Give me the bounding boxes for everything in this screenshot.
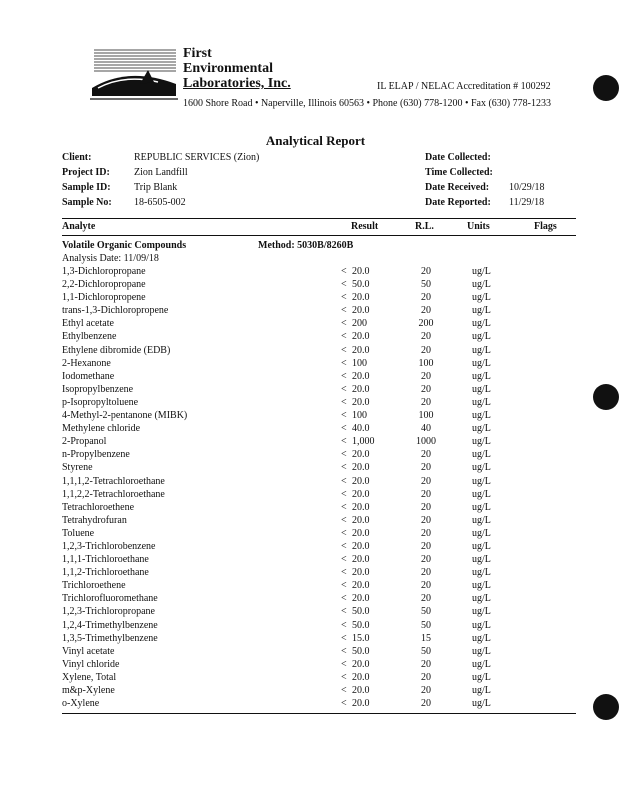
- units-cell: ug/L: [472, 279, 491, 291]
- rl-cell: 20: [421, 658, 431, 670]
- rl-cell: 20: [421, 671, 431, 683]
- result-cell: 50.0: [352, 619, 370, 631]
- less-than-cell: <: [341, 292, 347, 304]
- analyte-cell: Trichlorofluoromethane: [62, 593, 158, 605]
- analyte-cell: Styrene: [62, 462, 93, 474]
- table-row: [62, 449, 576, 462]
- table-row: [62, 410, 576, 423]
- units-cell: ug/L: [472, 488, 491, 500]
- less-than-cell: <: [341, 671, 347, 683]
- analyte-cell: 1,1-Dichloropropene: [62, 292, 146, 304]
- less-than-cell: <: [341, 514, 347, 526]
- rl-cell: 20: [421, 305, 431, 317]
- project-id-value: Zion Landfill: [134, 167, 188, 178]
- analyte-cell: 2-Hexanone: [62, 357, 111, 369]
- less-than-cell: <: [341, 449, 347, 461]
- rl-cell: 20: [421, 292, 431, 304]
- rl-cell: 100: [418, 410, 434, 422]
- result-cell: 20.0: [352, 396, 370, 408]
- date-received-value: 10/29/18: [509, 182, 545, 193]
- table-row: [62, 436, 576, 449]
- binder-hole-icon: [593, 384, 619, 410]
- rl-cell: 20: [421, 698, 431, 710]
- less-than-cell: <: [341, 698, 347, 710]
- table-row: [62, 371, 576, 384]
- rl-cell: 20: [421, 527, 431, 539]
- analyte-cell: n-Propylbenzene: [62, 449, 130, 461]
- units-cell: ug/L: [472, 423, 491, 435]
- rl-cell: 20: [421, 554, 431, 566]
- units-cell: ug/L: [472, 357, 491, 369]
- units-cell: ug/L: [472, 475, 491, 487]
- result-cell: 20.0: [352, 567, 370, 579]
- result-cell: 20.0: [352, 540, 370, 552]
- less-than-cell: <: [341, 318, 347, 330]
- less-than-cell: <: [341, 554, 347, 566]
- less-than-cell: <: [341, 645, 347, 657]
- rl-cell: 20: [421, 540, 431, 552]
- result-cell: 20.0: [352, 698, 370, 710]
- units-cell: ug/L: [472, 344, 491, 356]
- table-row: [62, 345, 576, 358]
- result-cell: 20.0: [352, 501, 370, 513]
- rl-cell: 20: [421, 449, 431, 461]
- rl-cell: 20: [421, 383, 431, 395]
- analyte-cell: p-Isopropyltoluene: [62, 396, 139, 408]
- company-name: [183, 46, 291, 91]
- rl-cell: 50: [421, 619, 431, 631]
- table-row: [62, 567, 576, 580]
- units-cell: ug/L: [472, 567, 491, 579]
- table-row: [62, 606, 576, 619]
- binder-hole-icon: [593, 75, 619, 101]
- less-than-cell: <: [341, 488, 347, 500]
- rl-cell: 1000: [416, 436, 436, 448]
- table-row: [62, 554, 576, 567]
- rl-cell: 200: [418, 318, 434, 330]
- result-cell: 40.0: [352, 423, 370, 435]
- less-than-cell: <: [341, 344, 347, 356]
- sample-info-left: [62, 152, 362, 212]
- result-cell: 50.0: [352, 645, 370, 657]
- units-cell: ug/L: [472, 593, 491, 605]
- analyte-cell: Toluene: [62, 527, 95, 539]
- result-cell: 20.0: [352, 462, 370, 474]
- table-row: [62, 331, 576, 344]
- less-than-cell: <: [341, 606, 347, 618]
- result-cell: 20.0: [352, 658, 370, 670]
- units-cell: ug/L: [472, 436, 491, 448]
- table-row: [62, 423, 576, 436]
- date-received-label: Date Received:: [425, 182, 490, 193]
- date-collected-label: Date Collected:: [425, 152, 491, 163]
- less-than-cell: <: [341, 305, 347, 317]
- result-cell: 1,000: [352, 436, 375, 448]
- less-than-cell: <: [341, 567, 347, 579]
- less-than-cell: <: [341, 632, 347, 644]
- units-cell: ug/L: [472, 606, 491, 618]
- analyte-cell: Tetrahydrofuran: [62, 514, 127, 526]
- units-cell: ug/L: [472, 698, 491, 710]
- company-address: 1600 Shore Road • Naperville, Illinois 60563 • Phone (630) 778-1200 • Fax (630) 778-1233: [183, 98, 551, 109]
- table-row: [62, 305, 576, 318]
- table-row: [62, 318, 576, 331]
- table-row: [62, 292, 576, 305]
- less-than-cell: <: [341, 423, 347, 435]
- rl-cell: 20: [421, 266, 431, 277]
- table-row: [62, 266, 576, 279]
- table-row: [62, 593, 576, 606]
- result-cell: 100: [352, 357, 367, 369]
- less-than-cell: <: [341, 357, 347, 369]
- units-cell: ug/L: [472, 658, 491, 670]
- method-text: Method: 5030B/8260B: [258, 240, 354, 251]
- analyte-cell: Isopropylbenzene: [62, 383, 134, 395]
- result-cell: 20.0: [352, 344, 370, 356]
- less-than-cell: <: [341, 462, 347, 474]
- rl-cell: 20: [421, 580, 431, 592]
- table-row: [62, 476, 576, 489]
- analyte-cell: 1,3-Dichloropropane: [62, 266, 146, 277]
- sample-id-value: Trip Blank: [134, 182, 178, 193]
- result-cell: 20.0: [352, 593, 370, 605]
- company-name-line1: First: [183, 46, 212, 61]
- less-than-cell: <: [341, 619, 347, 631]
- rl-cell: 50: [421, 645, 431, 657]
- result-cell: 20.0: [352, 449, 370, 461]
- rl-cell: 20: [421, 514, 431, 526]
- section-title: Volatile Organic Compounds: [62, 240, 187, 251]
- less-than-cell: <: [341, 540, 347, 552]
- rl-cell: 20: [421, 685, 431, 696]
- table-row: [62, 462, 576, 475]
- units-cell: ug/L: [472, 318, 491, 330]
- table-row: [62, 515, 576, 528]
- result-cell: 20.0: [352, 266, 370, 277]
- table-row: [62, 672, 576, 685]
- table-row: [62, 384, 576, 397]
- result-cell: 20.0: [352, 685, 370, 696]
- result-cell: 20.0: [352, 305, 370, 317]
- rl-cell: 20: [421, 344, 431, 356]
- result-cell: 20.0: [352, 580, 370, 592]
- rl-cell: 20: [421, 567, 431, 579]
- header-units: Units: [467, 221, 490, 232]
- result-cell: 20.0: [352, 671, 370, 683]
- table-row: [62, 541, 576, 554]
- result-cell: 50.0: [352, 606, 370, 618]
- result-cell: 50.0: [352, 279, 370, 291]
- less-than-cell: <: [341, 685, 347, 696]
- sample-info-right: [425, 152, 625, 212]
- units-cell: ug/L: [472, 645, 491, 657]
- table-row: [62, 659, 576, 672]
- result-cell: 20.0: [352, 370, 370, 382]
- table-row: [62, 528, 576, 541]
- table-row: [62, 502, 576, 515]
- less-than-cell: <: [341, 396, 347, 408]
- less-than-cell: <: [341, 658, 347, 670]
- analyte-cell: Trichloroethene: [62, 580, 126, 592]
- sample-no-value: 18-6505-002: [134, 197, 186, 208]
- units-cell: ug/L: [472, 580, 491, 592]
- analyte-cell: Vinyl acetate: [62, 645, 115, 657]
- rl-cell: 40: [421, 423, 431, 435]
- date-reported-value: 11/29/18: [509, 197, 545, 208]
- rl-cell: 50: [421, 606, 431, 618]
- analyte-cell: Iodomethane: [62, 370, 115, 382]
- units-cell: ug/L: [472, 292, 491, 304]
- result-cell: 20.0: [352, 488, 370, 500]
- units-cell: ug/L: [472, 396, 491, 408]
- units-cell: ug/L: [472, 462, 491, 474]
- client-value: REPUBLIC SERVICES (Zion): [134, 152, 260, 163]
- analyte-cell: Ethylene dibromide (EDB): [62, 344, 171, 356]
- result-cell: 20.0: [352, 514, 370, 526]
- units-cell: ug/L: [472, 383, 491, 395]
- date-reported-label: Date Reported:: [425, 197, 491, 208]
- less-than-cell: <: [341, 410, 347, 422]
- rl-cell: 20: [421, 475, 431, 487]
- less-than-cell: <: [341, 383, 347, 395]
- report-title: Analytical Report: [265, 133, 366, 148]
- header-result: Result: [351, 221, 379, 232]
- analyte-cell: Tetrachloroethene: [62, 501, 135, 513]
- less-than-cell: <: [341, 436, 347, 448]
- units-cell: ug/L: [472, 514, 491, 526]
- header-flags: Flags: [534, 221, 557, 232]
- result-cell: 20.0: [352, 475, 370, 487]
- units-cell: ug/L: [472, 540, 491, 552]
- table-row: [62, 580, 576, 593]
- units-cell: ug/L: [472, 632, 491, 644]
- units-cell: ug/L: [472, 370, 491, 382]
- units-cell: ug/L: [472, 685, 491, 696]
- header-analyte: Analyte: [62, 221, 96, 232]
- result-cell: 15.0: [352, 632, 370, 644]
- units-cell: ug/L: [472, 527, 491, 539]
- result-cell: 20.0: [352, 331, 370, 343]
- less-than-cell: <: [341, 580, 347, 592]
- result-cell: 100: [352, 410, 367, 422]
- less-than-cell: <: [341, 279, 347, 291]
- table-row: [62, 397, 576, 410]
- sample-id-label: Sample ID:: [62, 182, 111, 193]
- less-than-cell: <: [341, 266, 347, 277]
- analyte-cell: Methylene chloride: [62, 423, 141, 435]
- rl-cell: 20: [421, 462, 431, 474]
- units-cell: ug/L: [472, 501, 491, 513]
- units-cell: ug/L: [472, 449, 491, 461]
- rl-cell: 20: [421, 331, 431, 343]
- analyte-cell: 1,2,4-Trimethylbenzene: [62, 619, 158, 631]
- analyte-cell: 1,1,1,2-Tetrachloroethane: [62, 475, 165, 487]
- analyte-cell: trans-1,3-Dichloropropene: [62, 305, 169, 317]
- analyte-cell: 1,2,3-Trichlorobenzene: [62, 540, 156, 552]
- table-bottom-rule: [62, 713, 576, 714]
- less-than-cell: <: [341, 501, 347, 513]
- company-name-line2: Environmental: [183, 61, 273, 76]
- analyte-cell: Vinyl chloride: [62, 658, 120, 670]
- result-cell: 200: [352, 318, 367, 330]
- rl-cell: 20: [421, 501, 431, 513]
- result-cell: 20.0: [352, 554, 370, 566]
- table-top-rule: [62, 218, 576, 219]
- table-row: [62, 279, 576, 292]
- time-collected-label: Time Collected:: [425, 167, 493, 178]
- rl-cell: 15: [421, 632, 431, 644]
- analyte-cell: m&p-Xylene: [62, 685, 115, 696]
- binder-hole-icon: [593, 694, 619, 720]
- accreditation-text: IL ELAP / NELAC Accreditation # 100292: [377, 81, 551, 92]
- units-cell: ug/L: [472, 410, 491, 422]
- analyte-cell: 2,2-Dichloropropane: [62, 279, 146, 291]
- rl-cell: 20: [421, 593, 431, 605]
- rl-cell: 50: [421, 279, 431, 291]
- analyte-cell: 2-Propanol: [62, 436, 107, 448]
- less-than-cell: <: [341, 593, 347, 605]
- table-row: [62, 685, 576, 698]
- analyte-cell: 1,3,5-Trimethylbenzene: [62, 632, 158, 644]
- table-row: [62, 698, 576, 711]
- less-than-cell: <: [341, 527, 347, 539]
- result-cell: 20.0: [352, 527, 370, 539]
- result-cell: 20.0: [352, 292, 370, 304]
- client-label: Client:: [62, 152, 92, 163]
- analyte-cell: Ethylbenzene: [62, 331, 117, 343]
- analyte-cell: 1,1,2,2-Tetrachloroethane: [62, 488, 165, 500]
- units-cell: ug/L: [472, 305, 491, 317]
- less-than-cell: <: [341, 331, 347, 343]
- units-cell: ug/L: [472, 671, 491, 683]
- units-cell: ug/L: [472, 266, 491, 277]
- units-cell: ug/L: [472, 619, 491, 631]
- analyte-cell: 4-Methyl-2-pentanone (MIBK): [62, 410, 188, 422]
- table-row: [62, 633, 576, 646]
- rl-cell: 20: [421, 370, 431, 382]
- table-header: [62, 221, 576, 236]
- analyte-cell: 1,1,1-Trichloroethane: [62, 554, 149, 566]
- table-row: [62, 358, 576, 371]
- table-row: [62, 646, 576, 659]
- table-row: [62, 620, 576, 633]
- analyte-cell: o-Xylene: [62, 698, 100, 710]
- analyte-cell: Ethyl acetate: [62, 318, 114, 330]
- company-logo-icon: [88, 44, 180, 102]
- units-cell: ug/L: [472, 554, 491, 566]
- result-cell: 20.0: [352, 383, 370, 395]
- rl-cell: 100: [418, 357, 434, 369]
- sample-no-label: Sample No:: [62, 197, 112, 208]
- less-than-cell: <: [341, 475, 347, 487]
- analysis-date: Analysis Date: 11/09/18: [62, 253, 159, 264]
- company-name-line3: Laboratories, Inc.: [183, 76, 291, 91]
- less-than-cell: <: [341, 370, 347, 382]
- header-rl: R.L.: [415, 221, 434, 232]
- table-row: [62, 489, 576, 502]
- rl-cell: 20: [421, 396, 431, 408]
- analyte-cell: 1,2,3-Trichloropropane: [62, 606, 155, 618]
- results-table-body: [62, 266, 576, 711]
- project-id-label: Project ID:: [62, 167, 110, 178]
- units-cell: ug/L: [472, 331, 491, 343]
- analyte-cell: Xylene, Total: [62, 671, 117, 683]
- analyte-cell: 1,1,2-Trichloroethane: [62, 567, 149, 579]
- rl-cell: 20: [421, 488, 431, 500]
